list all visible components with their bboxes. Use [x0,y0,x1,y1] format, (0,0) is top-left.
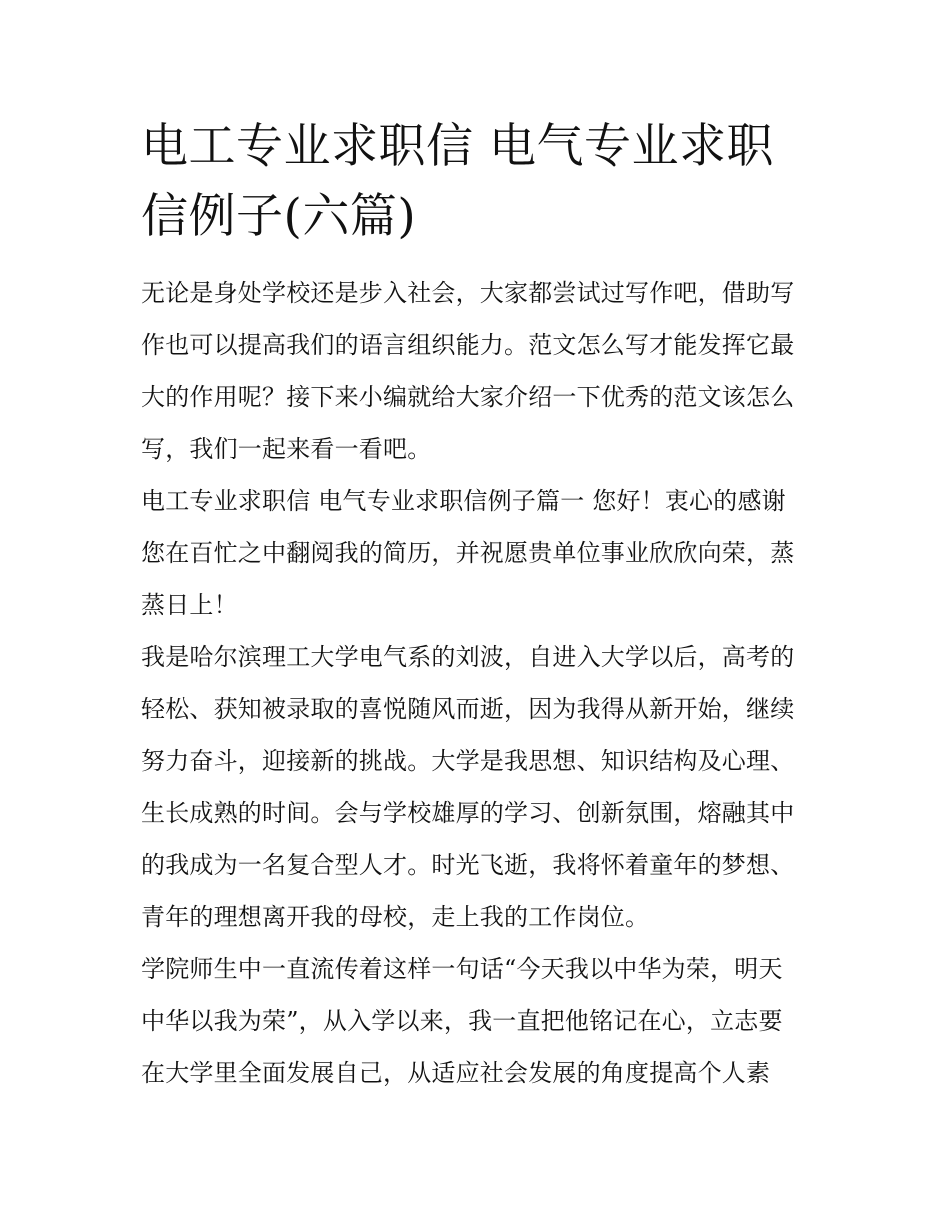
paragraph-line: 的我成为一名复合型人才。时光飞逝，我将怀着童年的梦想、 [141,851,795,879]
document-content [141,112,811,1099]
paragraph-line: 无论是身处学校还是步入社会，大家都尝试过写作吧，借助写 [141,279,795,307]
paragraph-line: 作也可以提高我们的语言组织能力。范文怎么写才能发挥它最 [141,331,795,359]
paragraph-line: 生长成熟的时间。会与学校雄厚的学习、创新氛围，熔融其中 [141,799,795,827]
paragraph-line: 大的作用呢？接下来小编就给大家介绍一下优秀的范文该怎么 [141,383,795,411]
paragraph-line: 在大学里全面发展自己，从适应社会发展的角度提高个人素 [141,1059,771,1087]
paragraph-line: 写，我们一起来看一看吧。 [141,435,432,463]
paragraph-self-introduction [141,631,811,943]
paragraph-line: 青年的理想离开我的母校，走上我的工作岗位。 [141,903,650,931]
paragraph-motto [141,943,811,1099]
paragraph-line: 电工专业求职信 电气专业求职信例子篇一 您好！衷心的感谢 [141,487,786,515]
paragraph-line: 蒸日上！ [141,591,238,619]
paragraph-line: 您在百忙之中翻阅我的简历，并祝愿贵单位事业欣欣向荣，蒸 [141,539,795,567]
paragraph-greeting [141,475,811,631]
paragraph-line: 学院师生中一直流传着这样一句话“今天我以中华为荣，明天 [141,955,783,983]
title-line: 电工专业求职信 电气专业求职 [141,119,774,174]
paragraph-line: 努力奋斗，迎接新的挑战。大学是我思想、知识结构及心理、 [141,747,795,775]
paragraph-line: 中华以我为荣”，从入学以来，我一直把他铭记在心，立志要 [141,1007,783,1035]
title-line: 信例子(六篇) [141,189,417,244]
document-title [141,112,811,252]
document-body [141,267,811,1099]
paragraph-line: 轻松、获知被录取的喜悦随风而逝，因为我得从新开始，继续 [141,695,795,723]
paragraph-intro [141,267,811,475]
paragraph-line: 我是哈尔滨理工大学电气系的刘波，自进入大学以后，高考的 [141,643,795,671]
